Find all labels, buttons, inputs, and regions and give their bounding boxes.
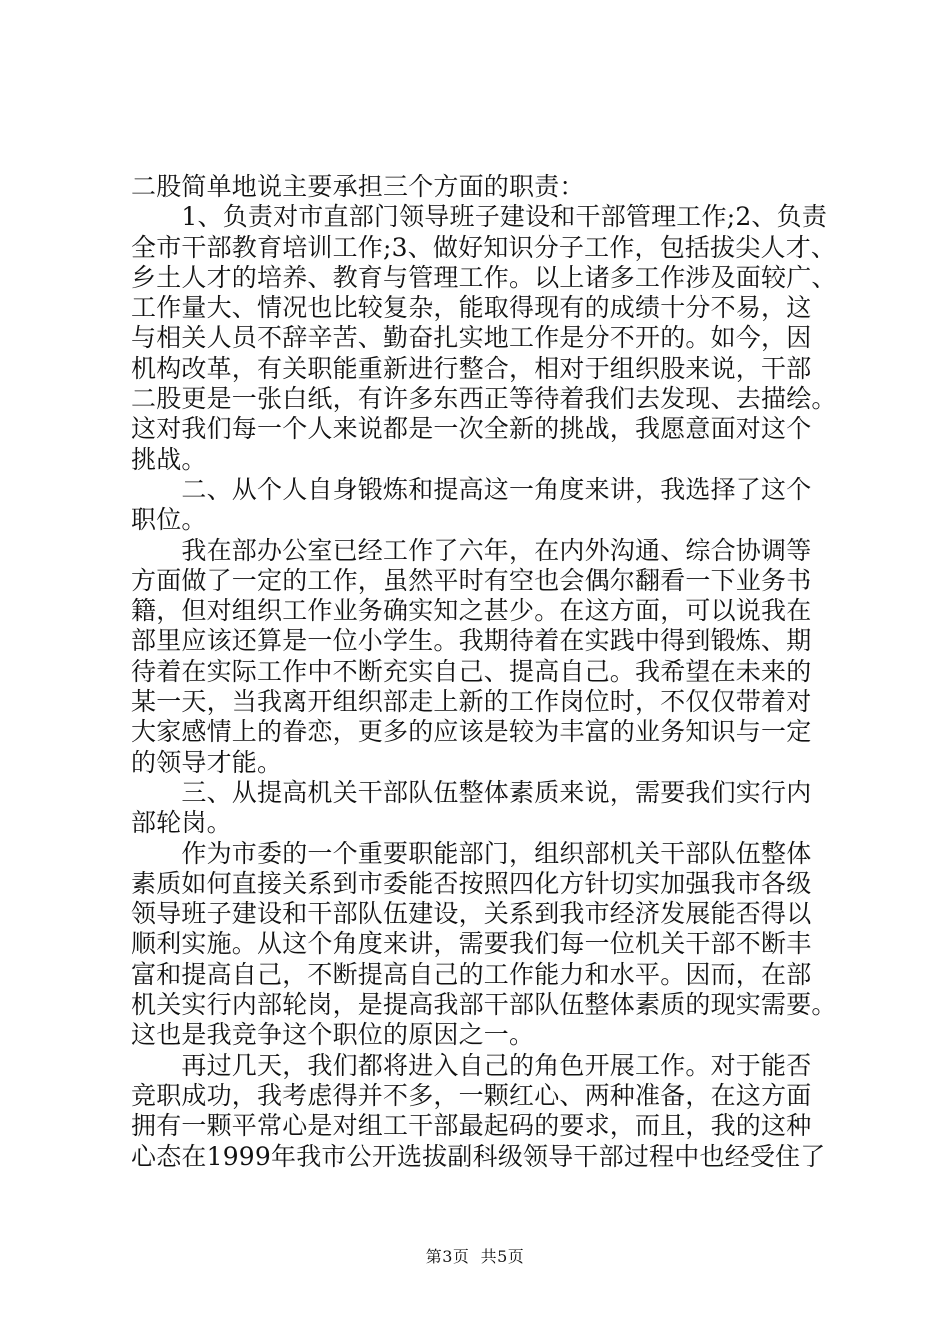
text-line: 这对我们每一个人来说都是一次全新的挑战，我愿意面对这个: [131, 414, 812, 444]
text-line: 作为市委的一个重要职能部门，组织部机关干部队伍整体: [131, 838, 812, 868]
text-line: 大家感情上的眷恋，更多的应该是较为丰富的业务知识与一定: [131, 717, 812, 747]
text-line: 我在部办公室已经工作了六年，在内外沟通、综合协调等: [131, 535, 812, 565]
text-line: 籍，但对组织工作业务确实知之甚少。在这方面，可以说我在: [131, 596, 812, 626]
text-line: 再过几天，我们都将进入自己的角色开展工作。对于能否: [131, 1050, 812, 1080]
text-line: 工作量大、情况也比较复杂，能取得现有的成绩十分不易，这: [131, 293, 812, 323]
document-body: [131, 172, 837, 1172]
text-line: 心态在1999年我市公开选拔副科级领导干部过程中也经受住了: [131, 1141, 826, 1171]
text-line: 素质如何直接关系到市委能否按照四化方针切实加强我市各级: [131, 868, 812, 898]
text-line: 的领导才能。: [131, 747, 283, 777]
text-line: 三、从提高机关干部队伍整体素质来说，需要我们实行内: [131, 777, 812, 807]
text-line: 乡土人才的培养、教育与管理工作。以上诸多工作涉及面较广、: [131, 262, 837, 292]
text-line: 顺利实施。从这个角度来讲，需要我们每一位机关干部不断丰: [131, 929, 812, 959]
text-line: 竞职成功，我考虑得并不多，一颗红心、两种准备，在这方面: [131, 1080, 812, 1110]
text-line: 机关实行内部轮岗，是提高我部干部队伍整体素质的现实需要。: [131, 990, 837, 1020]
text-line: 领导班子建设和干部队伍建设，关系到我市经济发展能否得以: [131, 899, 812, 929]
text-line: 职位。: [131, 505, 207, 535]
text-line: 拥有一颗平常心是对组工干部最起码的要求，而且，我的这种: [131, 1111, 812, 1141]
text-line: 待着在实际工作中不断充实自己、提高自己。我希望在未来的: [131, 656, 812, 686]
text-line: 这也是我竞争这个职位的原因之一。: [131, 1020, 535, 1050]
text-line: 某一天，当我离开组织部走上新的工作岗位时，不仅仅带着对: [131, 687, 812, 717]
text-line: 二股更是一张白纸，有许多东西正等待着我们去发现、去描绘。: [131, 384, 837, 414]
page-number: 第3页 共5页: [425, 1247, 525, 1266]
text-line: 二、从个人自身锻炼和提高这一角度来讲，我选择了这个: [131, 474, 812, 504]
text-line: 二股简单地说主要承担三个方面的职责：: [131, 172, 585, 201]
text-line: 机构改革，有关职能重新进行整合，相对于组织股来说，干部: [131, 353, 812, 383]
text-line: 部里应该还算是一位小学生。我期待着在实践中得到锻炼、期: [131, 626, 812, 656]
text-line: 1、负责对市直部门领导班子建设和干部管理工作;2、负责: [131, 202, 828, 232]
text-line: 富和提高自己，不断提高自己的工作能力和水平。因而，在部: [131, 959, 812, 989]
text-line: 与相关人员不辞辛苦、勤奋扎实地工作是分不开的。如今，因: [131, 323, 812, 353]
text-line: 方面做了一定的工作，虽然平时有空也会偶尔翻看一下业务书: [131, 565, 812, 595]
text-line: 挑战。: [131, 444, 207, 474]
text-line: 部轮岗。: [131, 808, 232, 838]
text-line: 全市干部教育培训工作;3、做好知识分子工作，包括拔尖人才、: [131, 232, 837, 262]
